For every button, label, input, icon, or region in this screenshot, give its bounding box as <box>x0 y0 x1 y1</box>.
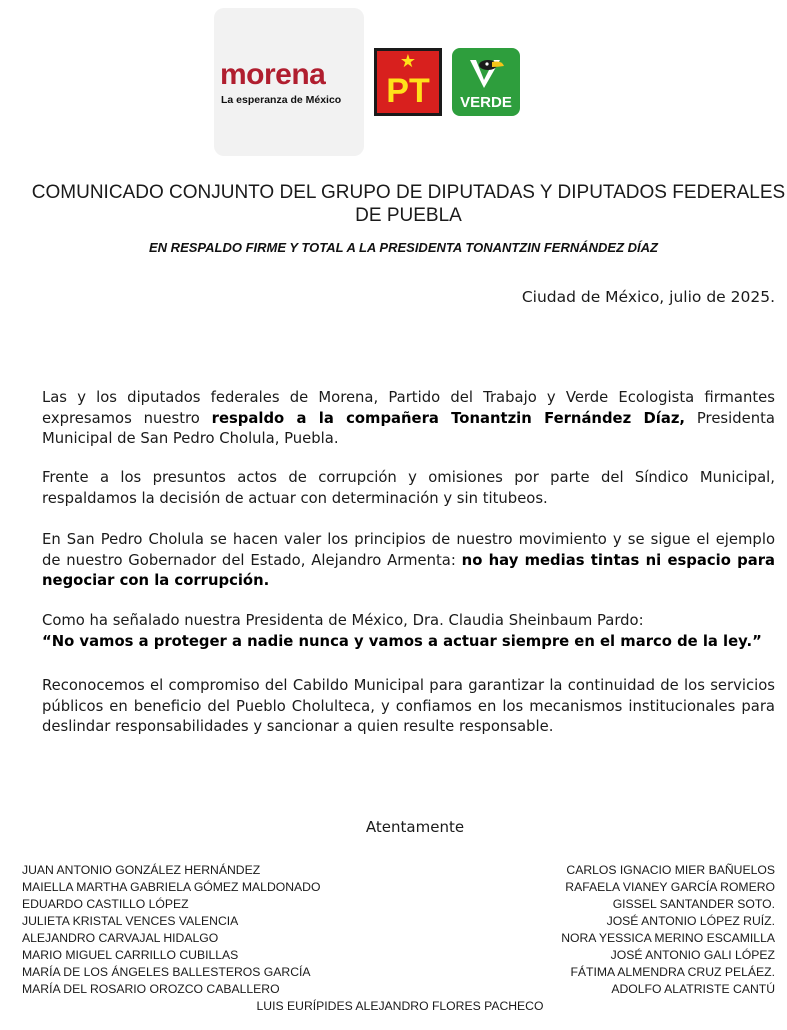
signatory-name: EDUARDO CASTILLO LÓPEZ <box>22 897 189 911</box>
signatories-right <box>561 862 775 998</box>
pt-logo-text: PT <box>386 72 430 110</box>
paragraph-quote <box>42 611 775 652</box>
verde-logo <box>452 48 520 116</box>
document-subtitle: EN RESPALDO FIRME Y TOTAL A LA PRESIDENTA TONANTZIN FERNÁNDEZ DÍAZ <box>149 240 658 255</box>
paragraph-corruption: Frente a los presuntos actos de corrupción y omisiones por parte del Síndico Municipal, respaldamos la decisión de actuar con determinación y sin titubeos. <box>42 469 775 507</box>
signatory-name: JUAN ANTONIO GONZÁLEZ HERNÁNDEZ <box>22 863 261 877</box>
verde-logo-text: VERDE <box>460 94 512 111</box>
signatory-name: MARIO MIGUEL CARRILLO CUBILLAS <box>22 948 239 962</box>
signatory-name: FÁTIMA ALMENDRA CRUZ PELÁEZ. <box>570 965 775 979</box>
signatory-name: RAFAELA VIANEY GARCÍA ROMERO <box>565 880 775 894</box>
document-title: COMUNICADO CONJUNTO DEL GRUPO DE DIPUTADAS Y DIPUTADOS FEDERALES DE PUEBLA <box>31 182 786 226</box>
signatory-name: JULIETA KRISTAL VENCES VALENCIA <box>22 914 239 928</box>
morena-logo-wordmark: morena <box>220 58 326 91</box>
paragraph-text: En San Pedro Cholula se hacen valer los principios de nuestro movimiento y se sigue el ejemplo de nuestro Gobernador del Estado, Alejandro Armenta: <box>42 531 775 569</box>
closing-salutation: Atentamente <box>365 818 465 836</box>
paragraph-principles <box>42 530 775 592</box>
signatory-name: MARÍA DEL ROSARIO OROZCO CABALLERO <box>22 982 280 996</box>
paragraph-text: Las y los diputados federales de Morena, Partido del Trabajo y Verde Ecologista firmantes expresamos nuestro <box>42 389 775 427</box>
paragraph-text: Como ha señalado nuestra Presidenta de México, Dra. Claudia Sheinbaum Pardo: <box>42 612 644 629</box>
paragraph-support <box>42 388 775 450</box>
signatory-name: MAIELLA MARTHA GABRIELA GÓMEZ MALDONADO <box>22 880 321 894</box>
place-and-date: Ciudad de México, julio de 2025. <box>521 288 775 306</box>
party-logos <box>214 8 524 158</box>
signatory-name: ADOLFO ALATRISTE CANTÚ <box>611 982 775 996</box>
signatory-name: GISSEL SANTANDER SOTO. <box>612 897 775 911</box>
signatory-name: MARÍA DE LOS ÁNGELES BALLESTEROS GARCÍA <box>22 965 311 979</box>
signatory-name: NORA YESSICA MERINO ESCAMILLA <box>561 931 775 945</box>
signatory-name: CARLOS IGNACIO MIER BAÑUELOS <box>566 863 775 877</box>
morena-logo <box>214 8 364 156</box>
paragraph-bold-text: no hay medias tintas ni espacio para negociar con la corrupción. <box>42 551 775 589</box>
star-icon: ★ <box>399 51 417 72</box>
signatory-name: LUIS EURÍPIDES ALEJANDRO FLORES PACHECO <box>256 999 544 1013</box>
quote-text: “No vamos a proteger a nadie nunca y vamos a actuar siempre en el marco de la ley.” <box>42 632 762 650</box>
paragraph-text: Presidenta Municipal de San Pedro Cholula, Puebla. <box>42 409 775 447</box>
signatories-left <box>22 862 320 998</box>
signatory-center <box>0 998 787 1015</box>
signatory-name: ALEJANDRO CARVAJAL HIDALGO <box>22 931 219 945</box>
morena-logo-tagline: La esperanza de México <box>221 94 342 106</box>
toucan-icon <box>466 54 506 94</box>
paragraph-bold-text: respaldo a la compañera Tonantzin Fernández Díaz, <box>211 409 686 427</box>
signatory-name: JOSÉ ANTONIO GALI LÓPEZ <box>610 948 775 962</box>
signatory-name: JOSÉ ANTONIO LÓPEZ RUÍZ. <box>606 914 775 928</box>
paragraph-cabildo: Reconocemos el compromiso del Cabildo Municipal para garantizar la continuidad de los servicios públicos en beneficio del Pueblo Cholulteca, y confiamos en los mecanismos institucionales para deslindar responsabilidades y sancionar a quien resulte responsable. <box>42 677 775 735</box>
pt-logo <box>374 48 442 116</box>
